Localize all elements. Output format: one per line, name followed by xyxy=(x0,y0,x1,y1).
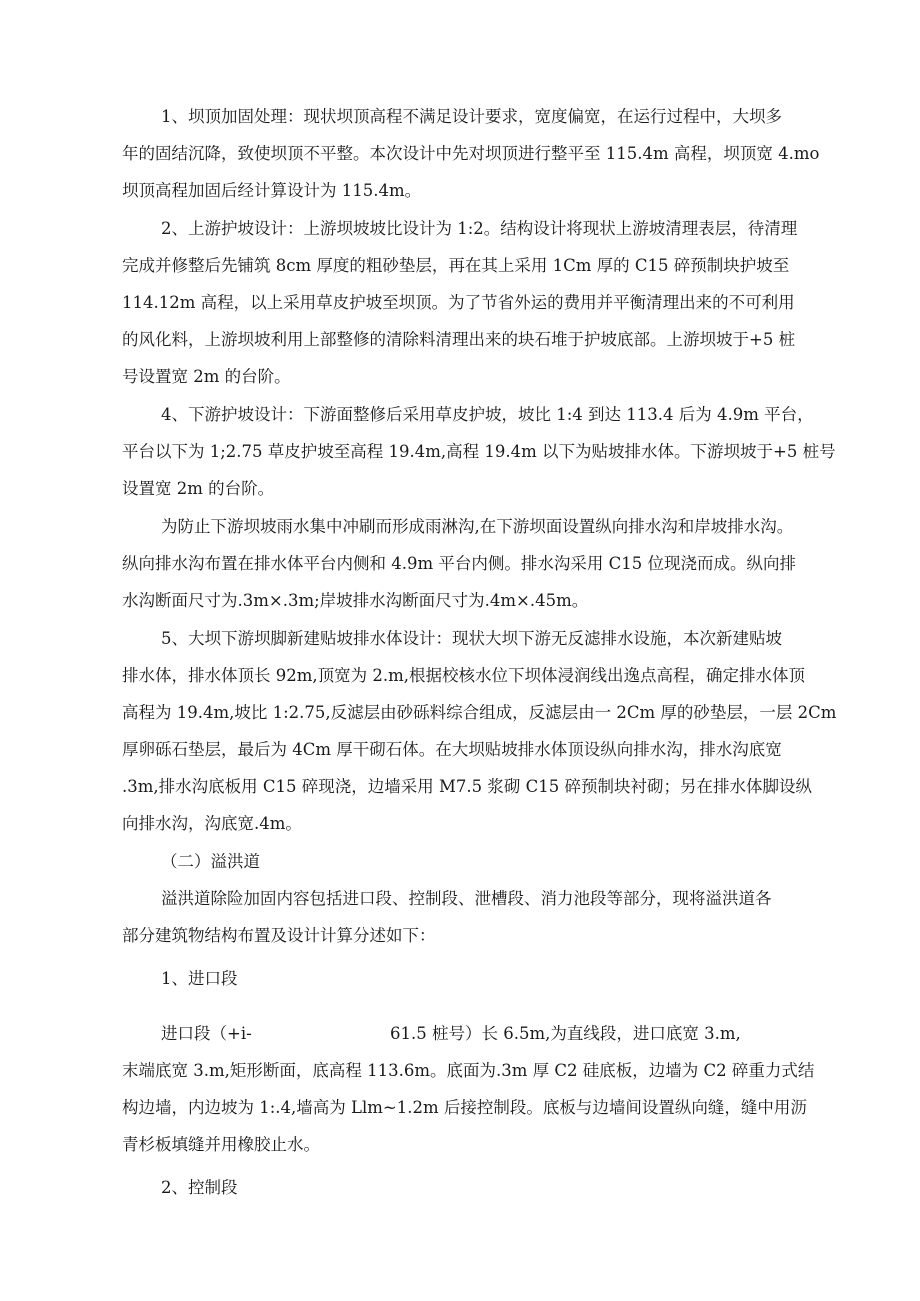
text-line: 构边墙，内边坡为 1:.4,墙高为 Llm~1.2m 后接控制段。底板与边墙间设置纵向缝，缝中用沥 xyxy=(122,1098,807,1117)
text-line: 为防止下游坝坡雨水集中冲刷而形成雨淋沟,在下游坝面设置纵向排水沟和岸坡排水沟。 xyxy=(161,517,794,536)
subsection-heading: 2、控制段 xyxy=(161,1178,238,1197)
section-heading: （二）溢洪道 xyxy=(161,852,260,871)
subsection-heading: 1、进口段 xyxy=(161,969,238,988)
text-line: 进口段（+i- xyxy=(161,1024,252,1043)
text-line: 坝顶高程加固后经计算设计为 115.4m。 xyxy=(122,181,422,200)
text-line: 61.5 桩号）长 6.5m,为直线段，进口底宽 3.m, xyxy=(390,1024,741,1043)
text-line: 4、下游护坡设计：下游面整修后采用草皮护坡，坡比 1:4 到达 113.4 后为 4.9m 平台， xyxy=(161,405,814,424)
text-line: .3m,排水沟底板用 C15 碎现浇，边墙采用 M7.5 浆砌 C15 碎预制块衬砌；另在排水体脚设纵 xyxy=(122,777,812,796)
text-line: 向排水沟，沟底宽.4m。 xyxy=(122,814,302,833)
text-line: 末端底宽 3.m,矩形断面，底高程 113.6m。底面为.3m 厚 C2 硅底板，边墙为 C2 碎重力式结 xyxy=(122,1061,815,1080)
text-line: 纵向排水沟布置在排水体平台内侧和 4.9m 平台内侧。排水沟采用 C15 位现浇而成。纵向排 xyxy=(122,554,796,573)
text-line: 排水体，排水体顶长 92m,顶宽为 2.m,根据校核水位下坝体浸润线出逸点高程，确定排水体顶 xyxy=(122,666,806,685)
text-line: 平台以下为 1;2.75 草皮护坡至高程 19.4m,高程 19.4m 以下为贴坡排水体。下游坝坡于+5 桩号 xyxy=(122,442,836,461)
text-line: 的风化料，上游坝坡利用上部整修的清除料清理出来的块石堆于护坡底部。上游坝坡于+5 桩 xyxy=(122,330,796,349)
text-line: 厚卵砾石垫层，最后为 4Cm 厚干砌石体。在大坝贴坡排水体顶设纵向排水沟，排水沟底宽 xyxy=(122,740,782,759)
text-line: 2、上游护坡设计：上游坝坡坡比设计为 1:2。结构设计将现状上游坡清理表层，待清理 xyxy=(161,219,798,238)
text-line: 溢洪道除险加固内容包括进口段、控制段、泄槽段、消力池段等部分，现将溢洪道各 xyxy=(161,889,772,908)
text-line: 5、大坝下游坝脚新建贴坡排水体设计：现状大坝下游无反滤排水设施，本次新建贴坡 xyxy=(161,629,782,648)
text-line: 部分建筑物结构布置及设计计算分述如下： xyxy=(122,926,436,945)
text-line: 1、坝顶加固处理：现状坝顶高程不满足设计要求，宽度偏宽，在运行过程中，大坝多 xyxy=(161,107,782,126)
text-line: 青杉板填缝并用橡胶止水。 xyxy=(122,1135,320,1154)
text-line: 高程为 19.4m,坡比 1:2.75,反滤层由砂砾料综合组成，反滤层由一 2Cm 厚的砂垫层，一层 2Cm xyxy=(122,703,837,722)
text-line: 设置宽 2m 的台阶。 xyxy=(122,479,275,498)
text-line: 水沟断面尺寸为.3m×.3m;岸坡排水沟断面尺寸为.4m×.45m。 xyxy=(122,591,589,610)
text-line: 号设置宽 2m 的台阶。 xyxy=(122,367,291,386)
text-line: 114.12m 高程，以上采用草皮护坡至坝顶。为了节省外运的费用并平衡清理出来的不可利用 xyxy=(122,293,795,312)
text-line: 年的固结沉降，致使坝顶不平整。本次设计中先对坝顶进行整平至 115.4m 高程，坝顶宽 4.mo xyxy=(122,144,820,163)
text-line: 完成并修整后先铺筑 8cm 厚度的粗砂垫层，再在其上采用 1Cm 厚的 C15 碎预制块护坡至 xyxy=(122,256,790,275)
